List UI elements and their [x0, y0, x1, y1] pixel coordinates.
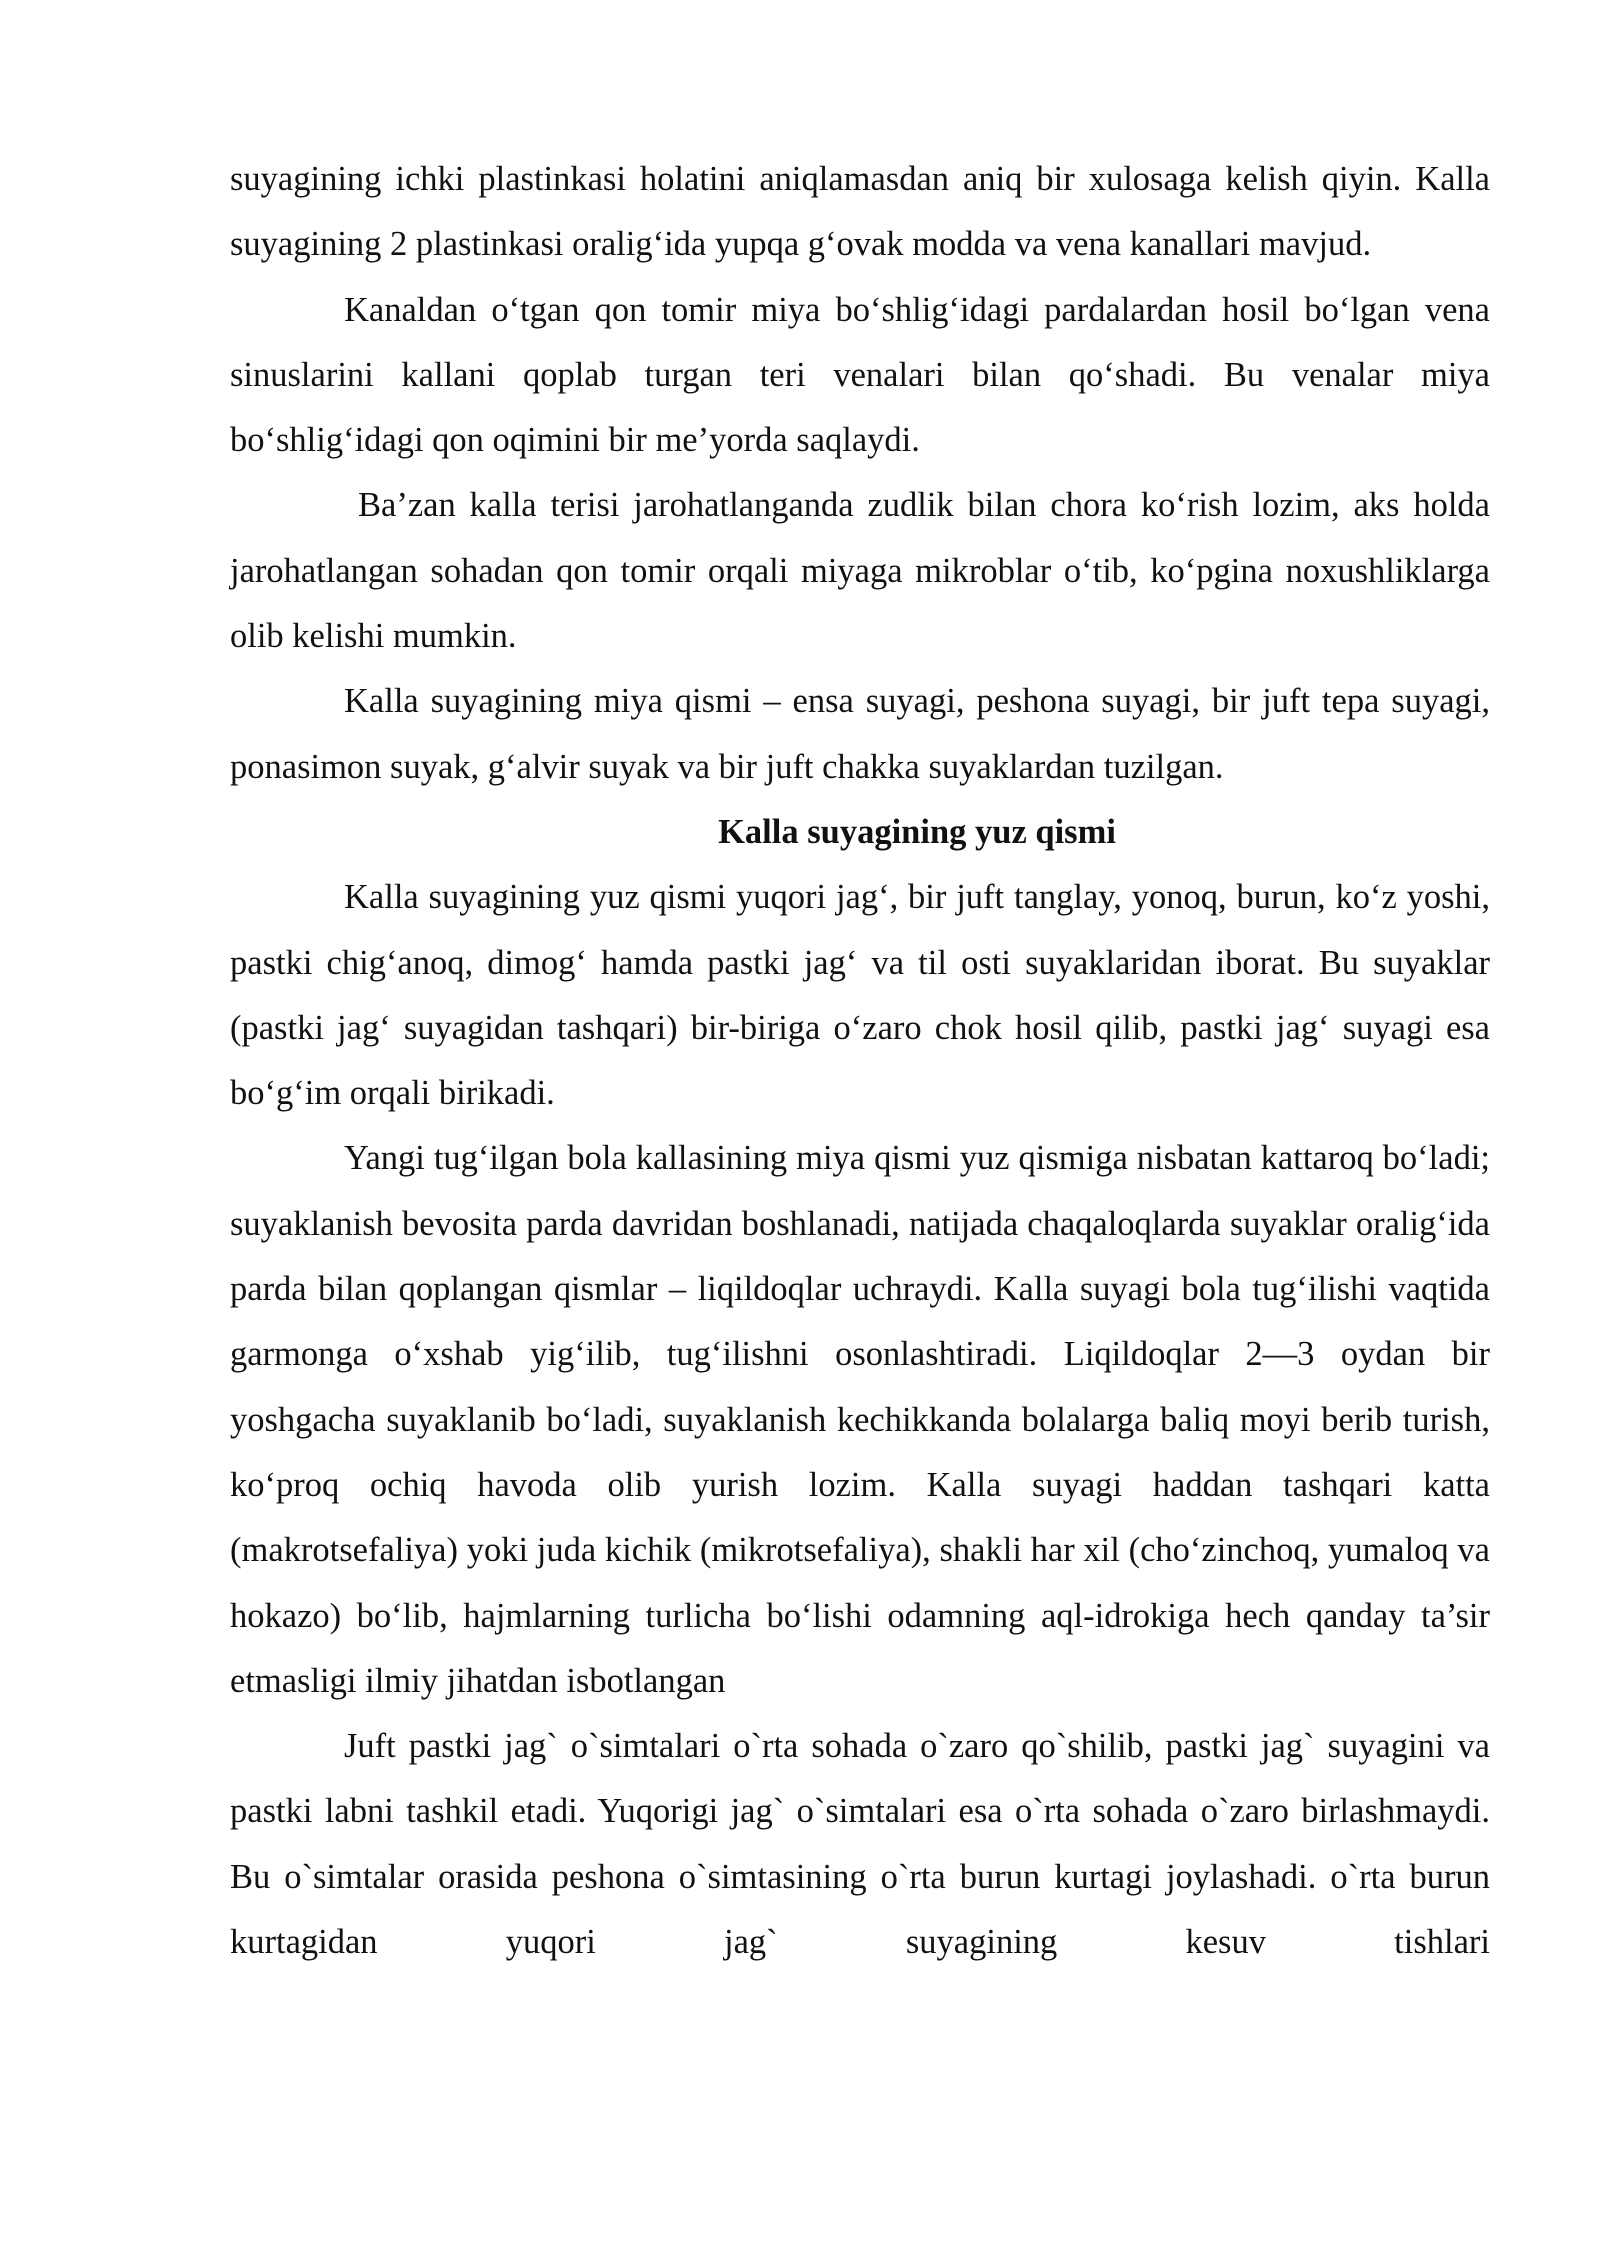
- paragraph-jaw-processes: Juft pastki jag` o`simtalari o`rta sohada o`zaro qo`shilib, pastki jag` suyagini va pastki labni tashkil etadi. Yuqorigi jag` o`simtalari esa o`rta sohada o`zaro birlashmaydi. Bu o`simtalar orasida peshona o`simtasining o`rta burun kurtagi joylashadi. o`rta burun kurtagidan yuqori jag` suyagining kesuv tishlari: [230, 1727, 1490, 1962]
- paragraph-skin-injury: Ba’zan kalla terisi jarohatlanganda zudlik bilan chora ko‘rish lozim, aks holda jarohatlangan sohadan qon tomir orqali miyaga mikroblar o‘tib, ko‘pgina noxushliklarga olib kelishi mumkin.: [230, 486, 1490, 656]
- text-body: [230, 147, 1490, 1975]
- paragraph-newborn-skull: Yangi tug‘ilgan bola kallasining miya qismi yuz qismiga nisbatan kattaroq bo‘ladi; suyaklanish bevosita parda davridan boshlanadi, natijada chaqaloqlarda suyaklar oralig‘ida parda bilan qoplangan qismlar – liqildoqlar uchraydi. Kalla suyagi bola tug‘ilishi vaqtida garmonga o‘xshab yig‘ilib, tug‘ilishni osonlashtiradi. Liqildoqlar 2—3 oydan bir yoshgacha suyaklanib bo‘ladi, suyaklanish kechikkanda bolalarga baliq moyi berib turish, ko‘proq ochiq havoda olib yurish lozim. Kalla suyagi haddan tashqari katta (makrotsefaliya) yoki juda kichik (mikrotsefaliya), shakli har xil (cho‘zinchoq, yumaloq va hokazo) bo‘lib, hajmlarning turlicha bo‘lishi odamning aql-idrokiga hech qanday ta’sir etmasligi ilmiy jihatdan isbotlangan: [230, 1139, 1490, 1700]
- paragraph-vena-channels: Kanaldan o‘tgan qon tomir miya bo‘shlig‘idagi pardalardan hosil bo‘lgan vena sinuslarini kallani qoplab turgan teri venalari bilan qo‘shadi. Bu venalar miya bo‘shlig‘idagi qon oqimini bir me’yorda saqlaydi.: [230, 290, 1490, 460]
- paragraph-facial-bones: Kalla suyagining yuz qismi yuqori jag‘, bir juft tanglay, yonoq, burun, ko‘z yoshi, pastki chig‘anoq, dimog‘ hamda pastki jag‘ va til osti suyaklaridan iborat. Bu suyaklar (pastki jag‘ suyagidan tashqari) bir-biriga o‘zaro chok hosil qilib, pastki jag‘ suyagi esa bo‘g‘im orqali birikadi.: [230, 878, 1490, 1113]
- paragraph-cranial-bones: Kalla suyagining miya qismi – ensa suyagi, peshona suyagi, bir juft tepa suyagi, ponasimon suyak, g‘alvir suyak va bir juft chakka suyaklardan tuzilgan.: [230, 682, 1490, 786]
- paragraph-continuation: suyagining ichki plastinkasi holatini aniqlamasdan aniq bir xulosaga kelish qiyin. Kalla suyagining 2 plastinkasi oralig‘ida yupqa g‘ovak modda va vena kanallari mavjud.: [230, 160, 1490, 264]
- section-heading: Kalla suyagining yuz qismi: [718, 812, 1116, 851]
